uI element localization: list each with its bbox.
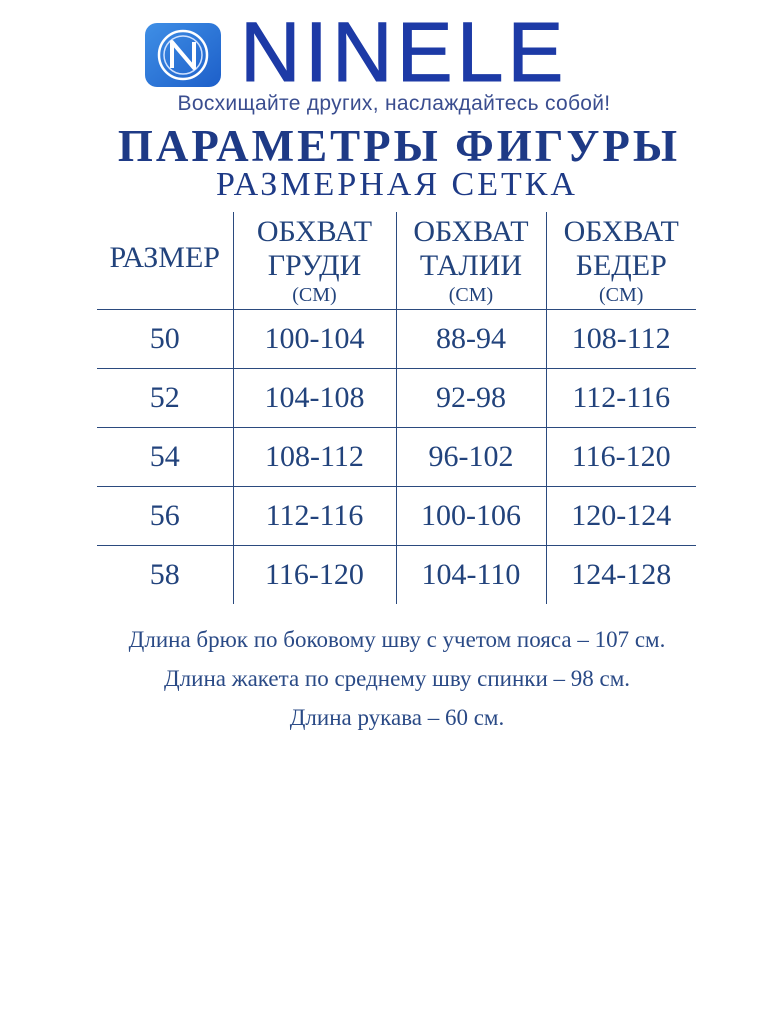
table-row — [97, 310, 696, 369]
table-row — [97, 546, 696, 605]
cell-chest: 112-116 — [233, 487, 396, 546]
cell-hips: 124-128 — [546, 546, 696, 605]
cell-hips: 116-120 — [546, 428, 696, 487]
cell-size: 54 — [97, 428, 233, 487]
header-hips-line2: БЕДЕР — [575, 248, 667, 282]
header-hips — [546, 212, 696, 310]
cell-size: 52 — [97, 369, 233, 428]
cell-hips: 108-112 — [546, 310, 696, 369]
cell-chest: 116-120 — [233, 546, 396, 605]
header-waist-unit: (СМ) — [448, 283, 494, 306]
table-header-row — [97, 212, 696, 310]
cell-waist: 88-94 — [396, 310, 546, 369]
cell-hips: 120-124 — [546, 487, 696, 546]
table-row — [97, 428, 696, 487]
cell-waist: 96-102 — [396, 428, 546, 487]
page-subtitle: РАЗМЕРНАЯ СЕТКА — [216, 166, 578, 203]
note-jacket-length: Длина жакета по среднему шву спинки – 98 см. — [163, 666, 631, 691]
ninele-n-logo-icon — [144, 22, 222, 88]
cell-waist: 100-106 — [396, 487, 546, 546]
brand-wordmark: NINELE — [240, 5, 568, 99]
header-size-label: РАЗМЕР — [109, 240, 220, 274]
header-waist-line1: ОБХВАТ — [413, 214, 529, 248]
header-waist — [396, 212, 546, 310]
header-chest — [233, 212, 396, 310]
note-trousers-length: Длина брюк по боковому шву с учетом пояса – 107 см. — [128, 627, 666, 652]
note-sleeve-length: Длина рукава – 60 см. — [289, 705, 505, 730]
page-title: ПАРАМЕТРЫ ФИГУРЫ — [117, 121, 681, 171]
header-hips-unit: (СМ) — [599, 283, 644, 306]
cell-chest: 100-104 — [233, 310, 396, 369]
header-chest-line2: ГРУДИ — [267, 248, 362, 282]
header-chest-unit: (СМ) — [292, 283, 337, 306]
brand-slogan: Восхищайте других, наслаждайтесь собой! — [177, 92, 611, 115]
cell-hips: 112-116 — [546, 369, 696, 428]
cell-chest: 108-112 — [233, 428, 396, 487]
header-chest-line1: ОБХВАТ — [256, 214, 373, 248]
size-chart-table — [97, 212, 696, 604]
cell-waist: 92-98 — [396, 369, 546, 428]
brand-header — [0, 0, 768, 130]
header-size — [97, 212, 233, 310]
table-row — [97, 369, 696, 428]
cell-size: 58 — [149, 558, 180, 591]
header-waist-line2: ТАЛИИ — [419, 248, 523, 282]
header-hips-line1: ОБХВАТ — [563, 214, 679, 248]
cell-chest: 104-108 — [233, 369, 396, 428]
cell-size: 56 — [97, 487, 233, 546]
table-row — [97, 487, 696, 546]
cell-size: 50 — [97, 310, 233, 369]
cell-waist: 104-110 — [396, 546, 546, 605]
